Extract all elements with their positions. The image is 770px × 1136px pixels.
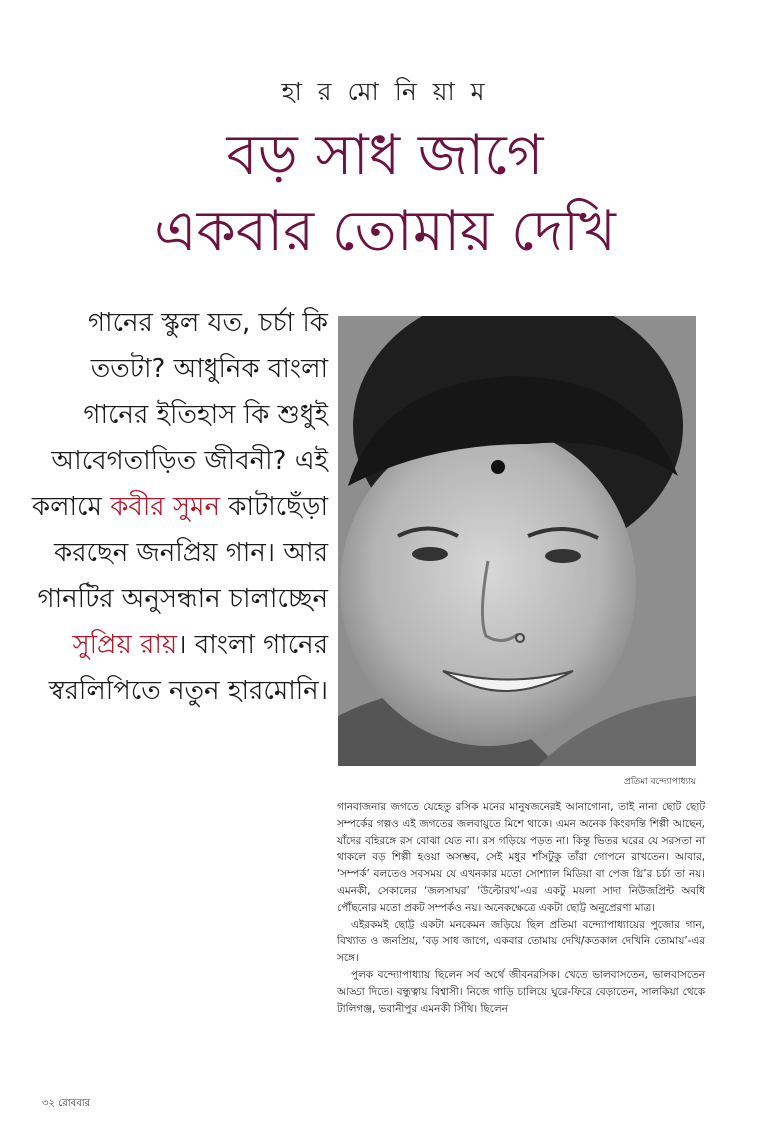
body-paragraph-3: পুলক বন্দ্যোপাধ্যায় ছিলেন সর্ব অর্থে জীবনরসিক। খেতে ভালবাসতেন, ভালবাসতেন আড্ডা দিতে। বন্ধুত্বায় বিশ্বাসী। নিজে গাড়ি চালিয়ে ঘুরে-ফিরে বেড়াতেন, সালকিয়া থেকে টালিগঞ্জ, ভবানীপুর এমনকী সিঁথি। ছিলেন: [337, 968, 705, 1015]
standfirst-text-1: গানের স্কুল যত, চর্চা কি ততটা? আধুনিক বাংলা গানের ইতিহাস কি শুধুই আবেগতাড়িত জীবনী? এই কলামে: [31, 308, 328, 522]
portrait-illustration: [338, 316, 696, 766]
standfirst-text-3: । বাংলা গানের স্বরলিপিতে নতুন হারমোনি।: [48, 630, 328, 706]
body-paragraph-2: এইরকমই ছোট্ট একটা মনকেমন জড়িয়ে ছিল প্রতিমা বন্দ্যোপাধ্যায়ের পুজোর গান, বিখ্যাত ও জনপ্রিয়, ‘বড় সাধ জাগে, একবার তোমায় দেখি/কতকাল দেখিনি তোমায়’-এর সঙ্গে।: [337, 918, 705, 965]
page-folio: ৩২ রোববার: [42, 1098, 91, 1109]
standfirst-text-2: কাটাছেঁড়া করছেন জনপ্রিয় গান। আর গানটির অনুসন্ধান চালাচ্ছেন: [37, 492, 328, 614]
article-body: [337, 799, 705, 1017]
body-paragraph-1: গানবাজনার জগতে যেহেতু রসিক মনের মানুষজনেরই আনাগোনা, তাই নানা ছোট ছোট সম্পর্কের গল্পও এই জগতের জলবায়ুতে মিশে থাকে। এমন অনেক কিংবদন্তি শিল্পী আছেন, যাঁদের বহিরঙ্গে রস বোঝা যেত না। রস গড়িয়ে পড়ত না। কিন্তু ভিতর ঘরের যে সরসতা না থাকলে বড় শিল্পী হওয়া অসম্ভব, সেই মধুর শাঁসটুকু তাঁরা গোপনে রাখতেন। আবার, ‘সম্পর্ক’ বলতেও সবসময় যে এখনকার মতো সোশ্যাল মিডিয়া বা পেজ থ্রি’র চর্চা তা নয়। এমনকী, সেকালের ‘জলসাঘর’ ‘উল্টোরথ’-এর একটু ময়লা সাদা নিউজপ্রিন্ট অবধি পৌঁছনোর মতো প্রকট সম্পর্কও নয়। অনেকক্ষেত্রে একটা ছোট্ট অনুপ্রেরণা মাত্র।: [337, 801, 705, 914]
author-name: কবীর সুমন: [110, 492, 220, 522]
headline: [20, 118, 750, 270]
portrait-photo: [338, 316, 696, 766]
headline-line-1: বড় সাধ জাগে: [226, 123, 544, 188]
section-kicker: হা র মো নি য়া ম: [281, 77, 489, 106]
researcher-name: সুপ্রিয় রায়: [72, 630, 178, 660]
headline-line-2: একবার তোমায় দেখি: [154, 199, 616, 264]
standfirst: [30, 300, 328, 714]
photo-caption: প্রতিমা বন্দ্যোপাধ্যায়: [624, 777, 696, 787]
